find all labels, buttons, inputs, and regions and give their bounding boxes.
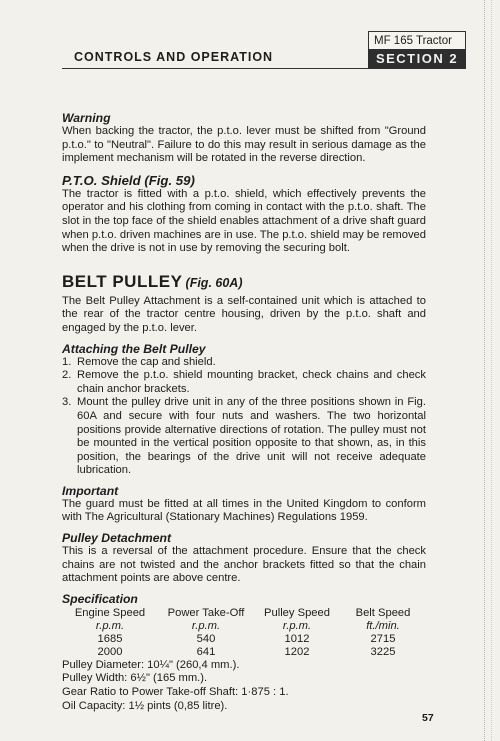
important-text: The guard must be fitted at all times in the United Kingdom to conform with The Agricultural (Stationary Machines) Regulations 1959. <box>62 497 426 524</box>
page-edge-line <box>491 0 493 741</box>
unit-cell: r.p.m. <box>282 619 312 632</box>
warning-heading: Warning <box>62 111 111 125</box>
attaching-steps <box>62 356 426 478</box>
step-number: 3. <box>62 396 72 409</box>
column-header: Engine Speed <box>74 606 146 619</box>
unit-cell: r.p.m. <box>191 619 221 632</box>
list-item <box>62 369 426 396</box>
pto-shield-heading: P.T.O. Shield (Fig. 59) <box>62 172 195 188</box>
belt-pulley-fig-ref: (Fig. 60A) <box>185 275 243 290</box>
table-row <box>62 646 426 659</box>
page-edge-line <box>484 0 486 741</box>
belt-pulley-heading <box>62 272 426 294</box>
model-label: MF 165 Tractor <box>368 31 466 49</box>
column-header: Pulley Speed <box>264 606 330 619</box>
spec-note: Pulley Width: 6½" (165 mm.). <box>62 672 208 685</box>
column-header: Belt Speed <box>355 606 411 619</box>
page-number: 57 <box>422 712 434 724</box>
column-header: Power Take-Off <box>167 606 245 619</box>
table-unit-row <box>62 620 426 633</box>
detachment-text: This is a reversal of the attachment procedure. Ensure that the check chains are not twisted and the anchor brackets fitted so that the chain attachment points are above centre. <box>62 545 426 585</box>
page-body <box>62 111 426 713</box>
table-cell: 1012 <box>284 632 310 645</box>
table-cell: 641 <box>196 645 216 658</box>
running-header-title: CONTROLS AND OPERATION <box>74 50 274 64</box>
table-cell: 3225 <box>370 645 396 658</box>
table-cell: 2715 <box>370 632 396 645</box>
important-heading: Important <box>62 483 119 498</box>
step-text: Remove the p.t.o. shield mounting bracket, check chains and check chain anchor brackets. <box>77 369 426 395</box>
table-row <box>62 633 426 646</box>
spec-note: Oil Capacity: 1½ pints (0,85 litre). <box>62 699 228 712</box>
detachment-heading: Pulley Detachment <box>62 531 172 546</box>
spec-note: Pulley Diameter: 10¼" (260,4 mm.). <box>62 658 240 671</box>
belt-pulley-title: BELT PULLEY <box>62 271 183 291</box>
spec-note: Gear Ratio to Power Take-off Shaft: 1·875 : 1. <box>62 686 289 699</box>
table-cell: 1202 <box>284 645 310 658</box>
unit-cell: ft./min. <box>366 619 400 632</box>
table-cell: 540 <box>196 632 216 645</box>
pto-shield-text: The tractor is fitted with a p.t.o. shield, which effectively prevents the operator and his clothing from coming in contact with the p.t.o. shaft. The slot in the top face of the shield enables attachment of a drive shaft guard when p.t.o. driven machines are in use. The p.t.o. shield may be removed when the drive is not in use by removing the securing bolt. <box>62 187 426 255</box>
list-item <box>62 356 426 370</box>
table-cell: 2000 <box>97 645 123 658</box>
step-text: Remove the cap and shield. <box>77 355 216 368</box>
header-rule <box>62 68 368 69</box>
table-header-row <box>62 607 426 620</box>
list-item <box>62 396 426 478</box>
specification-heading: Specification <box>62 591 138 606</box>
step-number: 1. <box>62 355 72 368</box>
belt-pulley-text: The Belt Pulley Attachment is a self-contained unit which is attached to the rear of the tractor centre housing, driven by the p.t.o. shaft and engaged by the p.t.o. lever. <box>62 294 426 334</box>
warning-text: When backing the tractor, the p.t.o. lever must be shifted from "Ground p.t.o." to "Neutral". Failure to do this may result in serious damage as the implement mechanism will be rotated in the reverse direction. <box>62 125 426 165</box>
unit-cell: r.p.m. <box>95 619 125 632</box>
table-cell: 1685 <box>97 632 123 645</box>
specification-table <box>62 607 426 659</box>
attaching-heading: Attaching the Belt Pulley <box>62 341 206 356</box>
step-number: 2. <box>62 369 72 382</box>
section-tab: SECTION 2 <box>368 49 466 69</box>
step-text: Mount the pulley drive unit in any of the three positions shown in Fig. 60A and secure with four nuts and washers. The two horizontal positions provide alternative directions of rotation. The pulley must not be mounted in the vertical position opposite to that shown, as, in this position, the bearings of the drive unit will not receive adequate lubrication. <box>77 396 426 477</box>
